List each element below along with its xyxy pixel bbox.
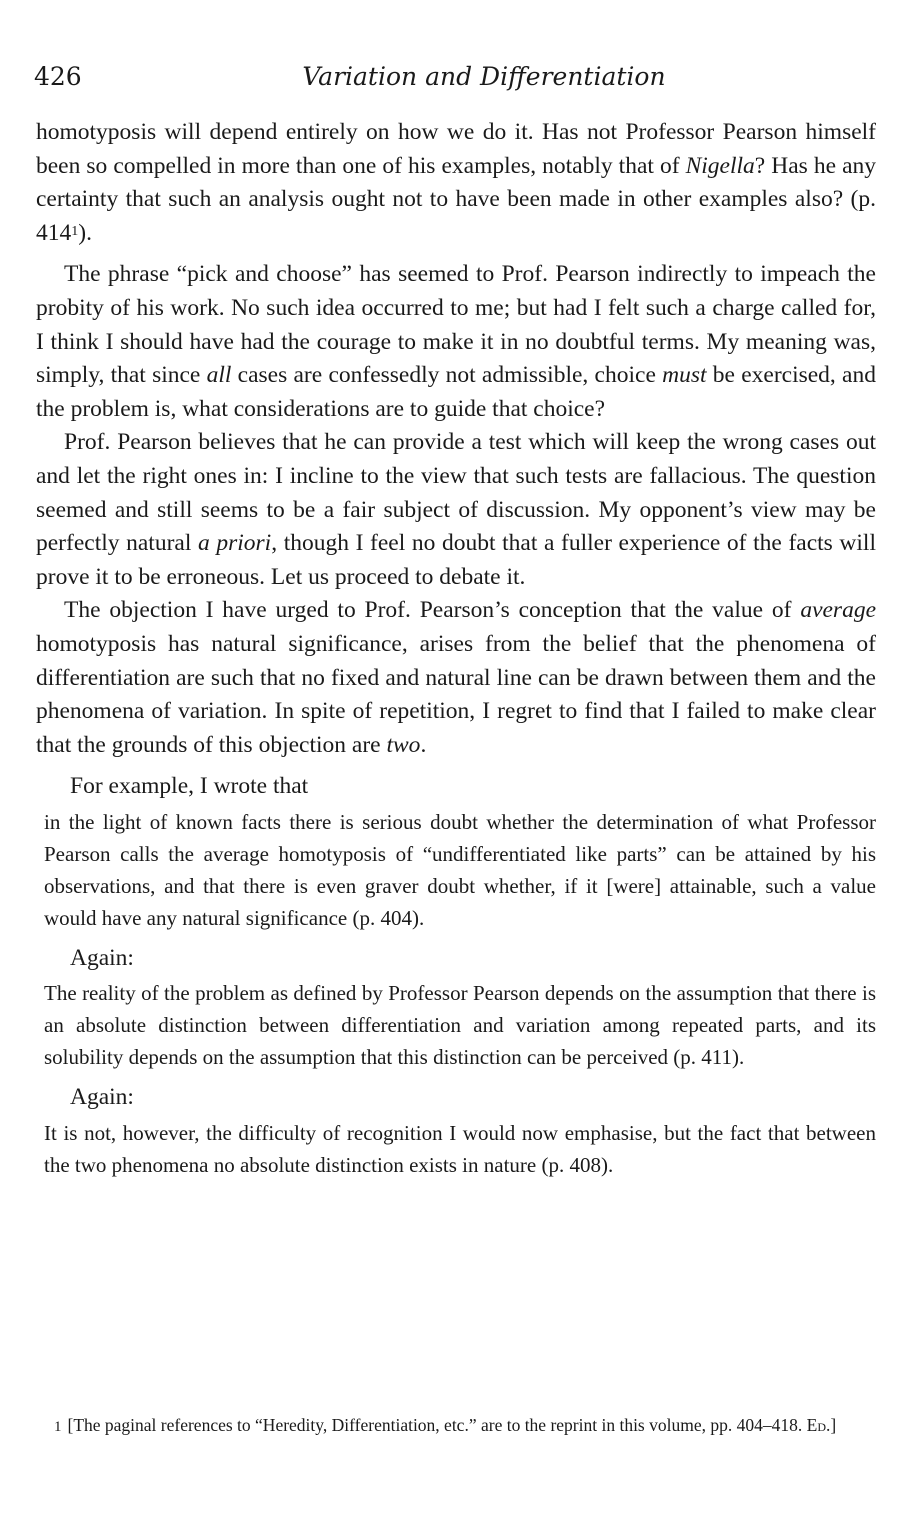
paragraph-4-text-c: . xyxy=(420,731,427,758)
paragraph-again-1: Again: xyxy=(70,944,134,971)
paragraph-3-text-a: Prof. Pearson believes that he can provide a test which will keep the wrong cases out and let the right ones in: I incline to the view that such tests are fallacious. The question seemed and still seems to be a fair subject of discussion. My opponent’s view may be perfectly natural xyxy=(36,429,876,557)
paragraph-2-text-a: The phrase “pick and choose” has seemed to Prof. Pearson indirectly to impeach the probity of his work. No such idea occurred to me; but had I felt such a charge called for, I think I should have had the courage to make it in no doubtful terms. My meaning was, simply, that since xyxy=(36,261,876,389)
footnote-editor: Ed. xyxy=(806,1415,831,1435)
two-italic: two xyxy=(386,731,421,758)
paragraph-2-text-b: cases are confessedly not admissible, choice xyxy=(231,362,663,389)
footnote xyxy=(48,1412,878,1440)
paragraph-3-text-b: , though I feel no doubt that a fuller experience of the facts will prove it to be erroneous. Let us proceed to debate it. xyxy=(36,530,876,590)
nigella-italic: Nigella xyxy=(685,152,755,179)
must-italic: must xyxy=(662,362,707,389)
a-priori-italic: a priori xyxy=(197,530,272,557)
paragraph-4-text-b: homotyposis has natural significance, arises from the belief that the phenomena of differentiation are such that no fixed and natural line can be drawn between them and the phenomena of variation. In spite of repetition, I regret to find that I failed to make clear that the grounds of this objection are xyxy=(36,630,876,758)
paragraph-1-text-b: ? Has he any certainty that such an analysis ought not to have been made in other examples also? (p. 414 xyxy=(36,152,876,246)
paragraph-4 xyxy=(36,594,876,762)
paragraph-3 xyxy=(36,426,876,594)
paragraph-5: For example, I wrote that xyxy=(70,773,309,800)
footnote-ref: 1 xyxy=(71,223,79,239)
average-italic: average xyxy=(800,597,876,624)
footnote-mark: 1 xyxy=(54,1419,62,1435)
quotation-3: It is not, however, the difficulty of recognition I would now emphasise, but the fact that between the two phenomena no absolute distinction exists in nature (p. 408). xyxy=(44,1121,876,1178)
paragraph-again-2: Again: xyxy=(70,1084,134,1111)
quotation-2: The reality of the problem as defined by Professor Pearson depends on the assumption that there is an absolute distinction between differentiation and variation among repeated parts, and its solubility depends on the assumption that this distinction can be perceived (p. 411). xyxy=(44,981,876,1070)
page-number: 426 xyxy=(34,62,82,91)
running-title: Variation and Differentiation xyxy=(302,62,666,91)
paragraph-1 xyxy=(36,116,876,250)
page-header xyxy=(34,62,874,98)
footnote-close: ] xyxy=(830,1415,837,1435)
paragraph-1-text-c: ). xyxy=(78,219,92,246)
footnote-text: [The paginal references to “Heredity, Differentiation, etc.” are to the reprint in this volume, pp. 404–418. xyxy=(67,1415,807,1435)
paragraph-1-text-a: homotyposis will depend entirely on how we do it. Has not Professor Pearson himself been so compelled in more than one of his examples, notably that of xyxy=(36,119,876,179)
all-italic: all xyxy=(206,362,232,389)
body-text xyxy=(36,116,876,1181)
paragraph-2 xyxy=(36,258,876,426)
paragraph-4-text-a: The objection I have urged to Prof. Pearson’s conception that the value of xyxy=(64,597,801,624)
quotation-1: in the light of known facts there is serious doubt whether the determination of what Professor Pearson calls the average homotyposis of “undifferentiated like parts” can be attained by his observations, and that there is even graver doubt whether, if it [were] attainable, such a value would have any natural significance (p. 404). xyxy=(44,809,876,930)
paragraph-2-text-c: be exercised, and the problem is, what considerations are to guide that choice? xyxy=(36,362,876,422)
